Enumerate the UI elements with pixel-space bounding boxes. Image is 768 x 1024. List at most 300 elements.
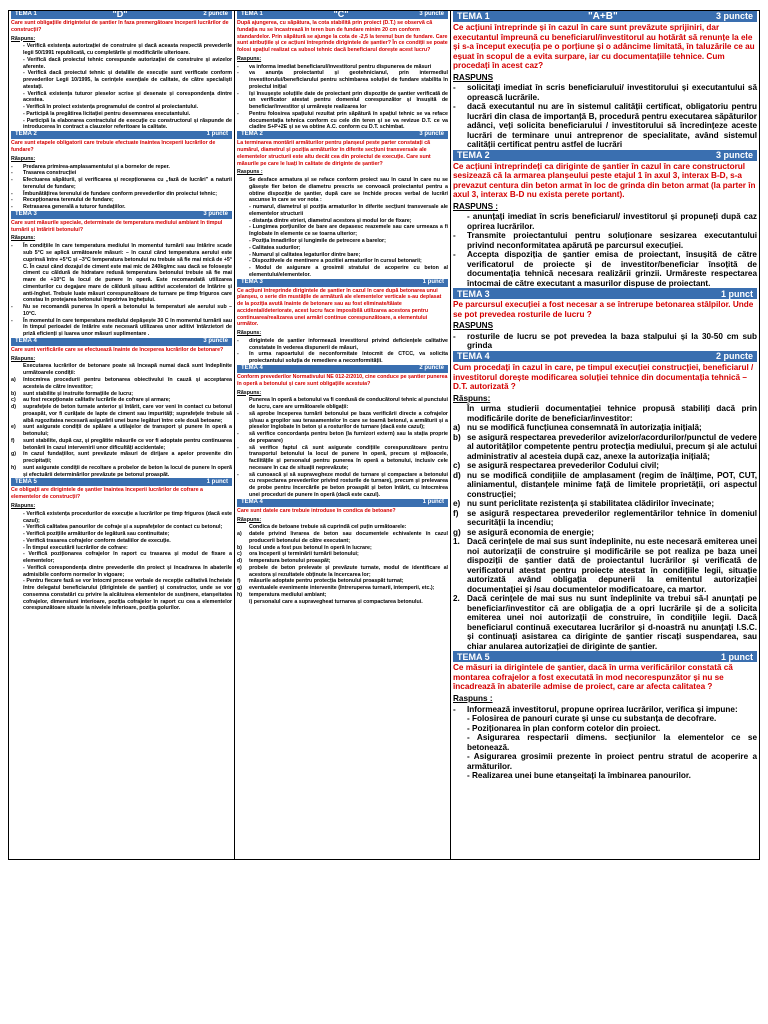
- question-text: Care sunt etapele obligatorii care trebuie efectuate înaintea începerii lucrărilor de fundare?: [11, 140, 216, 154]
- item-text: - În timpul executării lucrărilor de cofrare:: [23, 544, 128, 551]
- answer-item: [453, 771, 757, 781]
- item-marker: -: [453, 83, 456, 93]
- answer-item: [453, 250, 757, 288]
- item-marker: 1.: [453, 537, 460, 547]
- answer-block: [453, 83, 757, 150]
- question-text: Care sunt datele care trebuie introduse în condica de betoane?: [237, 507, 396, 514]
- answer-item: [11, 43, 232, 57]
- tema-header: [453, 150, 757, 161]
- item-marker: e): [11, 424, 16, 431]
- item-text: Executarea lucrărilor de betonare poate să înceapă numai dacă sunt îndeplinite următoarele condiții:: [23, 363, 232, 377]
- answer-label: Răspuns:: [11, 35, 36, 42]
- item-text: nu se modifică funcțiunea consemnată în autorizația inițială;: [467, 423, 702, 433]
- answer-item: [237, 397, 448, 411]
- answer-item: [237, 91, 448, 111]
- item-text: Accepta dispoziția de șantier emisa de proiectant, însușită de către verificatorul de proiecte și de investitor/beneficiar însoțită de documentația tehnică necesara realizării grinzii. Urmăreste respectarea întocmai de către executant a masurilor dispuse de proiectant.: [467, 250, 757, 288]
- answer-item: [237, 338, 448, 352]
- question-text: Conform prevederilor Normativului NE 012-2/2010, cine conduce pe șantier punerea în operă a betonului și care sunt obligațiile acestuia?: [237, 373, 448, 387]
- tema-header: [237, 279, 448, 287]
- tema-points: 3 puncte: [203, 338, 228, 345]
- answer-label: Răspuns:: [11, 235, 36, 242]
- answer-item: [11, 363, 232, 377]
- item-marker: b): [237, 544, 242, 551]
- item-text: Recepționarea terenului de fundare;: [23, 197, 114, 204]
- answer-item: [11, 397, 232, 404]
- answer-item: [11, 111, 232, 118]
- answer-item: [237, 258, 448, 265]
- answer-label: Răspuns:: [11, 503, 36, 509]
- tema-number: TEMA 4: [457, 351, 490, 362]
- item-marker: [237, 204, 249, 218]
- answer-label: RASPUNS: [453, 321, 494, 331]
- tema-header: [11, 11, 232, 19]
- item-marker: [453, 212, 467, 231]
- answer-item: [237, 64, 448, 71]
- answer-item: [11, 243, 232, 304]
- answer-item: [11, 170, 232, 177]
- item-text: - Folosirea de panouri curate și unse cu substanța de decofrare.: [467, 714, 717, 724]
- item-marker: [11, 511, 23, 525]
- tema-points: 3 puncte: [419, 11, 444, 18]
- item-marker: -: [11, 163, 13, 170]
- answer-label: Răspuns:: [237, 516, 262, 523]
- item-marker: g): [237, 585, 242, 592]
- item-marker: [11, 111, 23, 118]
- answer-item: [11, 451, 232, 465]
- item-marker: [11, 565, 23, 579]
- answer-block: [11, 363, 232, 478]
- answer-item: [237, 524, 448, 531]
- item-marker: -: [237, 337, 239, 344]
- tema-points: 1 punct: [720, 288, 753, 299]
- answer-item: [11, 424, 232, 438]
- item-text: - Verifică dacă proiectul tehnic și detaliile de execuție sunt verificate conform prevederilor Legii 10/1995, la cerințele esențiale de calitate, de către specialiști atestați.: [23, 70, 232, 90]
- item-text: - Verifică poziționarea cofrajelor în raport cu trasarea și modul de fixare a elementelor;: [23, 551, 232, 565]
- tema-header: [11, 211, 232, 219]
- item-text: - Numarul și calitatea legaturilor dintre bare;: [249, 251, 361, 258]
- answer-item: [237, 431, 448, 445]
- answer-item: [237, 245, 448, 252]
- column-middle: [235, 11, 451, 859]
- item-text: Trasarea construcției: [23, 170, 77, 177]
- item-text: să cunoască și să supravegheze modul de turnare și compactare a betonului cu respectarea prevederilor privind rosturile de turnare), precum și prelevarea de probe pentru încercările pe beton proaspăt și beton întărit, cu întocmirea unei proceduri de punere în operă (dacă este cazul).: [249, 471, 448, 498]
- answer-item: [453, 509, 757, 528]
- tema-header: [11, 131, 232, 139]
- answer-label: Răspuns:: [11, 155, 36, 162]
- tema-header: [453, 651, 757, 662]
- answer-item: [11, 524, 232, 531]
- answer-block: [237, 64, 448, 132]
- question-text: După ajungerea, cu săpătura, la cota stabilită prin proiect (D.T.) se observă că fundația nu se încastrează în teren bun de fundare minim 20 cm conform standardelor. Prin săpătură se ajunge la cota de -2,5 la terenul bun de fundare. Care sunt atribuțiile și ce acțiuni întreprinde dirigintele de șantier? În ce condiții se poate folosi spațiul realizat ca subsol tehnic dacă beneficiarul dorește acest lucru?: [237, 20, 448, 54]
- item-text: Condica de betoane trebuie să cuprindă cel puțin următoarele:: [249, 524, 407, 531]
- item-text: - Pentru fiecare fază se vor întocmi procese verbale de recepție calitativă încheiate între delegatul beneficiarului (dirigintele de șantier) și constructor, unde se vor consemna constatări cu privire la alcătuirea elementelor de susținere, etanșeitatea cofrajelor, dimensiuni interioare, poziția cofrajelor în raport cu cea a elementelor corespunzătoare situate la nivelele inferioare, poziția golurilor.: [23, 578, 232, 612]
- item-text: - Dispozitivele de mentinere a pozitiei armaturilor în cursul betonarii;: [249, 258, 422, 265]
- tema-points: 3 puncte: [715, 11, 753, 22]
- tema-section: [237, 11, 448, 131]
- item-text: În momentul în care temperatura mediului depășește 30 C în momentul turnării sau în timpul perioadei de întărire este necesară utilizarea unor aditivi întârzietori de priză eficienți și luarea unor măsuri suplimentare .: [23, 317, 232, 338]
- item-marker: 2.: [453, 594, 460, 604]
- item-text: își însușește soluțiile date de proiectant prin dispoziție de șantier verificată de un verificator atestat pentru domeniul corespunzător și însușită de beneficiar/investitor și urmărește realizarea lor: [249, 90, 448, 111]
- answer-item: [453, 714, 757, 724]
- tema-section: [11, 131, 232, 211]
- item-text: se asigură respectarea prevederilor reglementărilor tehnice în domeniul securității la incendiu;: [467, 508, 757, 528]
- item-marker: -: [11, 243, 13, 250]
- item-marker: [11, 70, 23, 90]
- answer-block: [237, 397, 448, 498]
- item-text: dacă executantul nu are în sistemul calității certificat, obligatoriu pentru lucrări din clasa de importanță B, procedură pentru executarea săpăturilor adânci, veți solicita beneficiarului / investitorului să încredințeze aceste lucrări de terminare unui antreprenor de specialitate, având sistemul calității certificat pentru astfel de lucrări: [467, 102, 757, 150]
- tema-points: 1 punct: [206, 131, 228, 138]
- answer-block: [237, 338, 448, 365]
- item-marker: -: [453, 704, 456, 714]
- answer-item: [453, 332, 757, 351]
- item-marker: h): [11, 464, 16, 471]
- item-text: - Verifică pozițiile armăturilor de legătură sau continuitate;: [23, 531, 170, 538]
- item-text: Punerea în operă a betonului va fi condusă de conducătorul tehnic al punctului de lucru, care are următoarele obligații:: [249, 397, 448, 411]
- tema-number: TEMA 2: [457, 149, 490, 160]
- answer-label: Răspuns:: [11, 355, 36, 362]
- item-text: suprafețele de beton turnate anterior și întărit, care vor veni în contact cu betonul proaspăt, vor fi curățate de lapte de ciment sau impurități; suprafețele trebuie să aibă rugozitatea necesară asigurării unei bune legături între cele două betoane;: [23, 404, 232, 424]
- item-marker: a): [237, 531, 242, 538]
- answer-label: Raspuns:: [237, 55, 262, 62]
- item-marker: -: [237, 70, 239, 77]
- item-marker: [237, 524, 249, 531]
- item-text: Nu se recomandă punerea în operă a betonului la temperaturi ale aerului sub –10°C.: [23, 304, 232, 317]
- answer-block: [237, 177, 448, 278]
- item-text: Efectuarea săpăturii, și verificarea și recepționarea cu „fază de lucrări” a naturii terenului de fundare;: [23, 177, 232, 190]
- tema-number: TEMA 3: [457, 288, 490, 299]
- answer-item: [453, 461, 757, 471]
- item-text: solicitați imediat în scris beneficiarului/ investitorului și executantului să oprească lucrările.: [467, 83, 757, 102]
- item-text: în cazul fundațiilor, sunt prevăzute măsuri de dirijare a apelor provenite din precipitații;: [23, 451, 232, 465]
- item-marker: [11, 531, 23, 538]
- item-marker: [11, 578, 23, 612]
- answer-item: [453, 528, 757, 538]
- answer-item: [11, 404, 232, 424]
- item-marker: c): [453, 461, 461, 471]
- question-text: Cum procedați în cazul în care, pe timpul execuției construcției, beneficiarul / investitorul dorește modificarea soluției tehnice din documentația tehnică – D.T. autorizată ?: [453, 362, 754, 392]
- answer-item: [11, 511, 232, 525]
- answer-item: [453, 83, 757, 102]
- item-marker: [453, 404, 467, 423]
- item-text: Se desface armatura și se reface conform proiect sau în cazul în care nu se găsește fier beton de diametru prescris se convoacă proiectantul pentru a obtine dispoziție de șantier, după care se închide proces verbal de lucrări ascunse în care se vor nota :: [249, 177, 448, 204]
- tema-header: [453, 11, 757, 22]
- answer-block: [453, 212, 757, 288]
- answer-block: [453, 705, 757, 781]
- item-marker: -: [237, 431, 239, 438]
- item-text: Dacă cerințele de mai sus sunt îndeplinite, nu este necesară emiterea unei noi autorizații de construire și modificările se pot realiza pe baza unei dispoziții de șantier dată de proiectantul lucrărilor și verificată de verificatorul atestat pentru proiecte atestat în condițiile legii, situație autorizată având obligația depunerii la emitentul autorizației documentației și /sau documentelor modificatoare, ca martor.: [467, 537, 757, 594]
- answer-item: [237, 238, 448, 245]
- answer-item: [11, 177, 232, 191]
- answer-item: [237, 592, 448, 599]
- item-marker: [11, 91, 23, 105]
- tema-number: TEMA 4: [241, 498, 263, 505]
- item-marker: [11, 43, 23, 57]
- tema-points: 1 punct: [422, 278, 444, 285]
- tema-number: TEMA 5: [15, 478, 37, 485]
- item-marker: h): [237, 591, 242, 598]
- item-marker: g): [453, 527, 461, 537]
- answer-item: [11, 104, 232, 111]
- item-text: - Verifică calitatea panourilor de cofraje și a suprafețelor de contact cu betonul;: [23, 524, 223, 531]
- item-text: să verifice faptul că sunt asigurate condițiile corespunzătoare pentru transportul betonului la locul de punere în operă, precum și mijloacele, facilitățile și personalul pentru punerea în operă a betonului, inclusiv cele necesare în caz de situații neprevăzute;: [249, 444, 448, 471]
- item-marker: [237, 252, 249, 259]
- answer-item: [453, 212, 757, 231]
- item-text: datele privind livrarea de beton sau documentele echivalente în cazul producerii betonului de către executant;: [249, 531, 448, 544]
- item-marker: b): [453, 432, 461, 442]
- question-text: Ce obligații are dirigintele de șantier înaintea începerii lucrărilor de cofrare a elementelor de construcții?: [11, 487, 203, 501]
- answer-item: [11, 545, 232, 552]
- answer-item: [237, 411, 448, 431]
- column-left: [9, 11, 235, 859]
- item-text: - Participă la pregătirea licitației pentru desemnarea executantului.: [23, 110, 191, 117]
- item-marker: [453, 771, 467, 781]
- item-text: să verifice concordanța pentru beton (la furnizori extern) sau la stația proprie de preparare): [249, 431, 448, 444]
- tema-number: TEMA 1: [457, 11, 490, 22]
- item-marker: -: [237, 410, 239, 417]
- item-marker: [237, 218, 249, 225]
- answer-item: [453, 705, 757, 715]
- answer-item: [237, 565, 448, 579]
- item-marker: d): [453, 470, 461, 480]
- item-text: Pentru folosirea spațiului rezultat prin săpătură în spațiul tehnic se va reface documentația tehnica conform cu cele din teren și se va revizue D.T. ce va cladire S+P+2E și se va obtine A.C. conform cu D.T. schimbat.: [249, 110, 448, 131]
- answer-item: [11, 377, 232, 391]
- item-marker: -: [11, 197, 13, 204]
- item-marker: [453, 752, 467, 771]
- item-text: au fost recepționate calitativ lucrările de cofrare și armare;: [23, 397, 171, 404]
- tema-points: 2 puncte: [203, 11, 228, 18]
- item-marker: f): [237, 578, 241, 585]
- item-marker: -: [453, 250, 456, 260]
- tema-number: TEMA 2: [241, 131, 263, 138]
- tema-points: 3 puncte: [203, 211, 228, 218]
- answer-item: [453, 231, 757, 250]
- item-text: se asigură respectarea prevederilor avizelor/acordurilor/punctul de vedere al autorităților competente pentru protecția mediului, precum și ale actului administrativ al acesteia după caz, anexe la autorizația inițială;: [467, 432, 757, 461]
- item-marker: d): [237, 558, 242, 565]
- item-marker: -: [11, 204, 13, 211]
- tema-number: TEMA 4: [241, 365, 263, 372]
- answer-item: [453, 102, 757, 150]
- answer-item: [237, 265, 448, 279]
- variant-letter: "C": [333, 11, 349, 20]
- item-marker: [237, 224, 249, 238]
- item-text: nu sunt periclitate rezistența și stabilitatea clădirilor învecinate;: [467, 499, 715, 509]
- answer-item: [237, 472, 448, 499]
- answer-item: [237, 585, 448, 592]
- item-text: - Realizarea unei bune etanșeitați la îmbinarea panourilor.: [467, 771, 691, 781]
- tema-header: [11, 338, 232, 346]
- tema-points: 2 puncte: [715, 351, 753, 362]
- item-text: Îmbunătățirea terenului de fundare conform prevederilor din proiectul tehnic;: [23, 190, 217, 197]
- tema-points: 3 puncte: [419, 131, 444, 138]
- tema-section: [453, 651, 757, 780]
- item-marker: -: [453, 102, 456, 112]
- item-marker: -: [11, 170, 13, 177]
- tema-number: TEMA 1: [241, 11, 263, 18]
- item-text: nu se modifică condițiile de amplasament (regim de înălțime, POT, CUT, aliniamentul, distanțele minime față de limitele proprietății, ori aspectul construcției;: [467, 470, 757, 499]
- answer-item: [237, 70, 448, 90]
- answer-item: [453, 733, 757, 752]
- item-marker: [453, 714, 467, 724]
- item-text: ora începerii și terminării turnării betonului;: [249, 551, 359, 558]
- item-text: temperatura betonului proaspăt;: [249, 558, 331, 565]
- item-marker: c): [237, 551, 242, 558]
- item-text: probele de beton prelevate și prevăzute turnate, modul de identificare al acestora și rezultatele obținute la încercarea lor;: [249, 564, 448, 578]
- item-marker: c): [11, 397, 16, 404]
- question-text: Ce acțiuni întreprinde dirigintele de șantier în cazul în care după betonarea unui planșeu, o serie din mustățile de armătură ale elementelor verticale s-au deplasat de la poziția avută înainte de betonare sau au fost eliminate/tăiate accidental/deteriorate, acest lucru face imposibilă utilizarea acestora pentru continuarea/realizarea unei armări continue corespunzătoare, a elementului următor.: [237, 287, 442, 328]
- tema-number: TEMA 4: [15, 338, 37, 345]
- item-marker: -: [11, 304, 13, 311]
- answer-item: [453, 499, 757, 509]
- answer-item: [453, 594, 757, 651]
- item-marker: -: [11, 177, 13, 184]
- item-text: va informa imediat beneficiarul/investitorul pentru dispunerea de măsuri: [249, 63, 432, 70]
- item-marker: [237, 238, 249, 245]
- answer-item: [11, 164, 232, 171]
- tema-header: [237, 365, 448, 373]
- document-page: [8, 10, 760, 860]
- item-marker: [11, 524, 23, 531]
- answer-item: [11, 91, 232, 105]
- answer-item: [453, 423, 757, 433]
- item-text: - distanța dintre etrieri, diametrul acestora și modul lor de fixare;: [249, 217, 412, 224]
- item-text: - Verifică existența procedurilor de execuție a lucrărilor pe timp friguros (dacă este cazul);: [23, 510, 232, 524]
- tema-points: 2 puncte: [419, 365, 444, 372]
- answer-label: Raspuns :: [237, 169, 263, 176]
- tema-section: [237, 365, 448, 499]
- tema-points: 3 puncte: [715, 149, 753, 160]
- answer-item: [11, 391, 232, 398]
- answer-item: [237, 218, 448, 225]
- tema-points: 1 punct: [422, 498, 444, 505]
- item-text: rosturile de lucru se pot prevedea la baza stalpului și la 30-50 cm sub grinda: [467, 331, 757, 351]
- answer-item: [11, 465, 232, 479]
- tema-header: [453, 288, 757, 299]
- answer-label: Răspuns:: [453, 393, 491, 403]
- tema-section: [453, 150, 757, 289]
- item-text: - Lungimea porțiunilor de bare are depasesc reazemele sau care urmeaza a fi înglobate în elemente ce se toarna ulterior;: [249, 224, 448, 238]
- answer-item: [11, 538, 232, 545]
- item-marker: [11, 57, 23, 71]
- tema-section: [11, 211, 232, 338]
- item-text: locul unde a fost pus betonul în operă în lucrare;: [249, 544, 372, 551]
- answer-item: [11, 204, 232, 211]
- answer-item: [237, 204, 448, 218]
- item-marker: a): [453, 423, 461, 433]
- item-text: Retrasarea generală a tuturor fundațiilor.: [23, 204, 126, 211]
- answer-item: [453, 471, 757, 500]
- answer-item: [453, 752, 757, 771]
- tema-section: [11, 478, 232, 612]
- tema-section: [237, 279, 448, 365]
- answer-item: [11, 578, 232, 612]
- item-text: măsurile adoptate pentru protecția betonului proaspăt turnat;: [249, 578, 404, 585]
- item-text: - Verifică existența tuturor pieselor scrise și desenate și corespondența dintre acestea.: [23, 90, 232, 104]
- item-text: eventualele evenimente intervenite (întreruperea turnarii, intemperii, etc.);: [249, 585, 435, 592]
- item-text: - Verifică dacă proiectul tehnic corespunde autorizației de construire și avizelor aferente.: [23, 56, 232, 70]
- question-text: Pe parcursul execuției a fost necesar a se întrerupe betonarea stâlpilor. Unde se pot prevedea rosturile de lucru ?: [453, 300, 754, 319]
- item-marker: [237, 245, 249, 252]
- answer-label: Răspuns:: [237, 389, 262, 396]
- tema-number: TEMA 2: [15, 131, 37, 138]
- item-text: sunt stabilite, după caz, și pregătite măsurile ce vor fi adoptate pentru continuarea betonării în cazul intervenirii unor dificultăți accidentale;: [23, 437, 232, 451]
- item-marker: [11, 363, 23, 377]
- answer-block: [453, 404, 757, 651]
- variant-letter: "D": [112, 11, 128, 20]
- column-right: [451, 11, 759, 859]
- answer-block: [11, 243, 232, 338]
- item-marker: -: [11, 317, 13, 324]
- answer-item: [237, 252, 448, 259]
- answer-item: [237, 558, 448, 565]
- answer-item: [237, 445, 448, 472]
- answer-label: RASPUNS: [453, 72, 494, 82]
- item-marker: [11, 104, 23, 111]
- tema-section: [453, 11, 757, 150]
- answer-item: [237, 578, 448, 585]
- answer-item: [237, 551, 448, 558]
- tema-section: [453, 351, 757, 651]
- item-text: - Asigurarea respectarii dimens. secțiunilor la elementelor ce se betonează.: [467, 733, 757, 752]
- answer-item: [237, 111, 448, 131]
- item-text: - anunțați imediat în scris beneficiarul/ investitorul și propuneți după caz oprirea lucrărilor.: [467, 212, 757, 231]
- answer-block: [453, 332, 757, 351]
- answer-block: [237, 524, 448, 605]
- item-text: sunt stabilite și instruite formațiile de lucru;: [23, 390, 134, 397]
- answer-block: [11, 43, 232, 131]
- tema-section: [11, 338, 232, 479]
- item-marker: [11, 118, 23, 132]
- tema-points: 1 punct: [206, 478, 228, 485]
- item-marker: [11, 545, 23, 552]
- item-text: - Participă la elaborarea contractului de execuție cu constructorul și răspunde de introducerea în contract a clauzelor referitoare la calitate.: [23, 117, 232, 131]
- tema-section: [453, 288, 757, 351]
- item-text: În urma studierii documentației tehnice propusă stabiliți dacă prin modificările dorite de beneficiar/investitor:: [467, 404, 757, 423]
- item-marker: -: [237, 444, 239, 451]
- item-text: se asigură economia de energie;: [467, 527, 594, 537]
- item-text: - Asigurarea grosimii prezente în proiect pentru stratul de acoperire a armăturilor.: [467, 752, 757, 771]
- tema-header: [237, 131, 448, 139]
- answer-item: [11, 191, 232, 198]
- answer-item: [453, 724, 757, 734]
- item-marker: e): [453, 499, 461, 509]
- item-marker: [11, 551, 23, 565]
- item-marker: b): [11, 390, 16, 397]
- item-marker: g): [11, 451, 16, 458]
- answer-item: [11, 70, 232, 90]
- item-text: întocmirea procedurii pentru betonarea obiectivului în cauză și acceptarea acesteia de către investitor;: [23, 376, 232, 390]
- answer-item: [11, 197, 232, 204]
- tema-number: TEMA 3: [15, 211, 37, 218]
- item-marker: [11, 538, 23, 545]
- item-marker: -: [453, 331, 456, 341]
- item-text: sunt asigurate condiții de spălare a utilajelor de transport și punere în operă a betonului;: [23, 424, 232, 438]
- answer-item: [237, 545, 448, 552]
- item-text: - Verifică corespondența dintre prevederile din proiect și încadrarea în abaterile admisibile conform normelor în vigoare;: [23, 564, 232, 578]
- item-marker: [453, 724, 467, 734]
- item-text: i) personalul care a supravegheat turnarea și compactarea betonului.: [249, 598, 423, 605]
- item-text: - Calitatea sudurilor;: [249, 244, 301, 251]
- answer-item: [11, 57, 232, 71]
- item-text: Transmite proiectantului pentru soluționare sesizarea executantului privind neconformitatea apărută pe parcursul execuției.: [467, 231, 757, 250]
- item-marker: -: [11, 190, 13, 197]
- answer-item: [237, 177, 448, 204]
- tema-section: [237, 131, 448, 278]
- item-marker: e): [237, 564, 242, 571]
- item-marker: f): [453, 508, 459, 518]
- answer-item: [11, 438, 232, 452]
- item-text: - Poziția înnadirilor și lungimile de petrecere a barelor;: [249, 237, 386, 244]
- question-text: Care sunt măsurile speciale, determinate de temperatura mediului ambiant în timpul turnării și întăririi betonului?: [11, 219, 223, 233]
